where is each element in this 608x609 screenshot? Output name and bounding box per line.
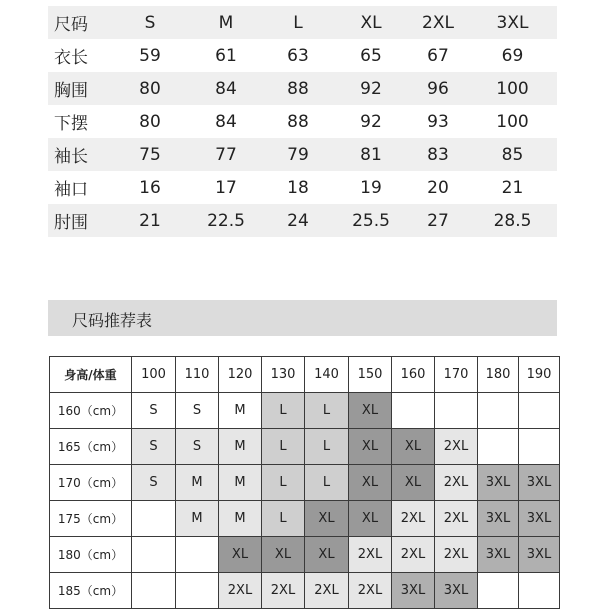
recommended-size-cell: L bbox=[305, 393, 349, 429]
measurement-value: 19 bbox=[334, 171, 408, 204]
measurement-value: 63 bbox=[262, 39, 334, 72]
measurement-value: 69 bbox=[468, 39, 557, 72]
measurement-value: 67 bbox=[408, 39, 468, 72]
recommended-size-cell: 2XL bbox=[392, 501, 435, 537]
recommended-size-cell bbox=[478, 573, 519, 609]
size-chart-row bbox=[48, 105, 557, 138]
measurement-label: 袖长 bbox=[48, 138, 110, 171]
height-weight-corner-label: 身高/体重 bbox=[50, 357, 132, 393]
recommended-size-cell: XL bbox=[392, 429, 435, 465]
measurement-value: 21 bbox=[468, 171, 557, 204]
recommended-size-cell: S bbox=[132, 429, 176, 465]
height-label: 160（cm） bbox=[50, 393, 132, 429]
size-chart-row bbox=[48, 72, 557, 105]
measurement-value: 81 bbox=[334, 138, 408, 171]
recommended-size-cell bbox=[132, 537, 176, 573]
size-chart-header-cell: 3XL bbox=[468, 6, 557, 39]
recommendation-header-row bbox=[50, 357, 560, 393]
recommended-size-cell: 2XL bbox=[305, 573, 349, 609]
recommended-size-cell: XL bbox=[305, 501, 349, 537]
measurement-label: 袖口 bbox=[48, 171, 110, 204]
weight-header-cell: 140 bbox=[305, 357, 349, 393]
size-chart-header-cell: S bbox=[110, 6, 190, 39]
recommended-size-cell: S bbox=[176, 429, 219, 465]
measurement-value: 80 bbox=[110, 72, 190, 105]
recommended-size-cell: M bbox=[219, 465, 262, 501]
recommended-size-cell: M bbox=[176, 501, 219, 537]
weight-header-cell: 180 bbox=[478, 357, 519, 393]
measurement-value: 93 bbox=[408, 105, 468, 138]
measurement-value: 92 bbox=[334, 105, 408, 138]
recommended-size-cell: XL bbox=[349, 393, 392, 429]
measurement-value: 24 bbox=[262, 204, 334, 237]
recommended-size-cell: S bbox=[132, 393, 176, 429]
recommended-size-cell: 3XL bbox=[519, 465, 560, 501]
recommended-size-cell: 3XL bbox=[478, 465, 519, 501]
recommended-size-cell bbox=[132, 501, 176, 537]
measurement-value: 27 bbox=[408, 204, 468, 237]
measurement-label: 肘围 bbox=[48, 204, 110, 237]
measurement-value: 96 bbox=[408, 72, 468, 105]
measurement-value: 88 bbox=[262, 72, 334, 105]
measurement-label: 下摆 bbox=[48, 105, 110, 138]
recommended-size-cell: XL bbox=[349, 465, 392, 501]
measurement-value: 28.5 bbox=[468, 204, 557, 237]
size-chart-header-cell: M bbox=[190, 6, 262, 39]
recommendation-row bbox=[50, 573, 560, 609]
recommended-size-cell: XL bbox=[349, 429, 392, 465]
weight-header-cell: 130 bbox=[262, 357, 305, 393]
recommended-size-cell: 3XL bbox=[478, 537, 519, 573]
recommended-size-cell bbox=[519, 429, 560, 465]
recommended-size-cell bbox=[176, 573, 219, 609]
recommended-size-cell: 2XL bbox=[435, 501, 478, 537]
recommended-size-cell: L bbox=[305, 465, 349, 501]
recommended-size-cell: 2XL bbox=[435, 429, 478, 465]
recommended-size-cell: L bbox=[262, 393, 305, 429]
height-label: 180（cm） bbox=[50, 537, 132, 573]
recommended-size-cell: 2XL bbox=[219, 573, 262, 609]
size-chart-row bbox=[48, 171, 557, 204]
height-label: 170（cm） bbox=[50, 465, 132, 501]
recommended-size-cell bbox=[392, 393, 435, 429]
measurement-label: 胸围 bbox=[48, 72, 110, 105]
measurement-value: 88 bbox=[262, 105, 334, 138]
size-recommendation-table bbox=[49, 356, 560, 609]
measurement-value: 80 bbox=[110, 105, 190, 138]
height-label: 175（cm） bbox=[50, 501, 132, 537]
measurement-value: 75 bbox=[110, 138, 190, 171]
recommended-size-cell bbox=[519, 393, 560, 429]
recommended-size-cell bbox=[132, 573, 176, 609]
recommended-size-cell: 3XL bbox=[478, 501, 519, 537]
weight-header-cell: 150 bbox=[349, 357, 392, 393]
size-chart-header-row bbox=[48, 6, 557, 39]
measurement-value: 92 bbox=[334, 72, 408, 105]
measurement-value: 61 bbox=[190, 39, 262, 72]
measurement-value: 100 bbox=[468, 72, 557, 105]
recommendation-row bbox=[50, 465, 560, 501]
recommended-size-cell bbox=[519, 573, 560, 609]
measurement-value: 100 bbox=[468, 105, 557, 138]
recommendation-title: 尺码推荐表 bbox=[72, 311, 153, 330]
recommended-size-cell: XL bbox=[305, 537, 349, 573]
recommended-size-cell bbox=[176, 537, 219, 573]
recommendation-row bbox=[50, 501, 560, 537]
recommended-size-cell: M bbox=[219, 393, 262, 429]
height-label: 165（cm） bbox=[50, 429, 132, 465]
recommended-size-cell: 2XL bbox=[349, 537, 392, 573]
weight-header-cell: 170 bbox=[435, 357, 478, 393]
measurement-value: 16 bbox=[110, 171, 190, 204]
size-chart-header-cell: 2XL bbox=[408, 6, 468, 39]
weight-header-cell: 110 bbox=[176, 357, 219, 393]
weight-header-cell: 120 bbox=[219, 357, 262, 393]
recommended-size-cell: XL bbox=[349, 501, 392, 537]
recommended-size-cell: 2XL bbox=[392, 537, 435, 573]
measurement-label: 衣长 bbox=[48, 39, 110, 72]
recommended-size-cell: XL bbox=[262, 537, 305, 573]
recommendation-row bbox=[50, 537, 560, 573]
recommended-size-cell: S bbox=[132, 465, 176, 501]
recommended-size-cell: L bbox=[305, 429, 349, 465]
recommended-size-cell bbox=[478, 393, 519, 429]
measurement-value: 17 bbox=[190, 171, 262, 204]
recommended-size-cell: XL bbox=[219, 537, 262, 573]
measurement-value: 77 bbox=[190, 138, 262, 171]
recommended-size-cell: 2XL bbox=[349, 573, 392, 609]
size-chart-table bbox=[48, 6, 557, 237]
recommended-size-cell bbox=[478, 429, 519, 465]
weight-header-cell: 190 bbox=[519, 357, 560, 393]
recommended-size-cell: 3XL bbox=[519, 537, 560, 573]
size-chart-header-cell: XL bbox=[334, 6, 408, 39]
recommended-size-cell: M bbox=[219, 429, 262, 465]
measurement-value: 25.5 bbox=[334, 204, 408, 237]
recommended-size-cell: L bbox=[262, 501, 305, 537]
size-chart-header-cell: L bbox=[262, 6, 334, 39]
size-chart-row bbox=[48, 39, 557, 72]
recommended-size-cell: L bbox=[262, 465, 305, 501]
recommendation-row bbox=[50, 393, 560, 429]
measurement-value: 59 bbox=[110, 39, 190, 72]
size-chart-row bbox=[48, 204, 557, 237]
measurement-value: 79 bbox=[262, 138, 334, 171]
recommended-size-cell: S bbox=[176, 393, 219, 429]
height-label: 185（cm） bbox=[50, 573, 132, 609]
measurement-value: 85 bbox=[468, 138, 557, 171]
recommended-size-cell: 2XL bbox=[435, 465, 478, 501]
recommended-size-cell: 3XL bbox=[435, 573, 478, 609]
recommended-size-cell: 2XL bbox=[262, 573, 305, 609]
recommendation-row bbox=[50, 429, 560, 465]
measurement-value: 84 bbox=[190, 72, 262, 105]
size-chart-row bbox=[48, 138, 557, 171]
weight-header-cell: 160 bbox=[392, 357, 435, 393]
measurement-value: 83 bbox=[408, 138, 468, 171]
recommendation-header-bar bbox=[48, 300, 557, 336]
recommended-size-cell: 3XL bbox=[519, 501, 560, 537]
measurement-value: 21 bbox=[110, 204, 190, 237]
measurement-value: 84 bbox=[190, 105, 262, 138]
measurement-value: 18 bbox=[262, 171, 334, 204]
weight-header-cell: 100 bbox=[132, 357, 176, 393]
recommended-size-cell: 3XL bbox=[392, 573, 435, 609]
recommended-size-cell: 2XL bbox=[435, 537, 478, 573]
recommended-size-cell: M bbox=[176, 465, 219, 501]
recommended-size-cell bbox=[435, 393, 478, 429]
recommended-size-cell: L bbox=[262, 429, 305, 465]
measurement-value: 65 bbox=[334, 39, 408, 72]
size-chart-corner-label: 尺码 bbox=[48, 6, 110, 39]
measurement-value: 22.5 bbox=[190, 204, 262, 237]
recommended-size-cell: XL bbox=[392, 465, 435, 501]
recommended-size-cell: M bbox=[219, 501, 262, 537]
measurement-value: 20 bbox=[408, 171, 468, 204]
